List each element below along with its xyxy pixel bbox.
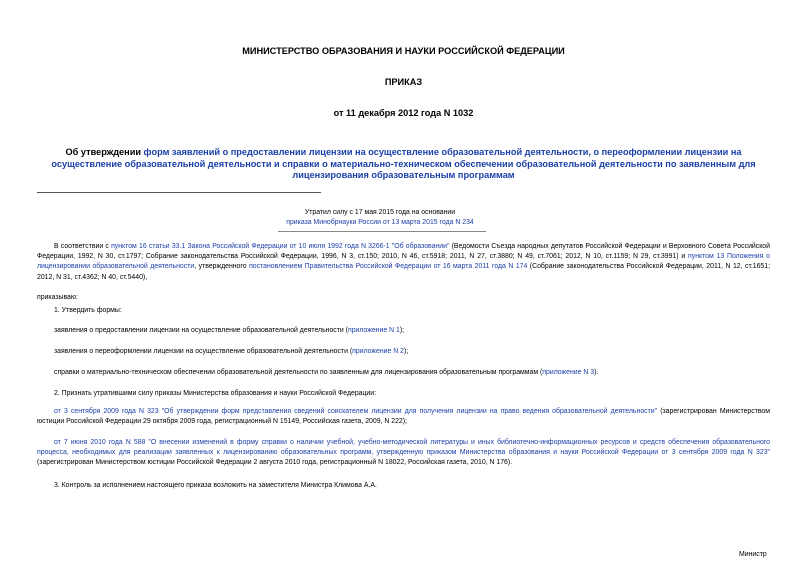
form-2-text: заявления о переоформлении лицензии на осуществление образовательной деятельности ( [54, 348, 353, 355]
document-title [40, 147, 767, 182]
form-3-text: справки о материально-техническом обеспечении образовательной деятельности по заявленным для лицензирования образовательным программам ( [54, 369, 543, 376]
status-note [240, 208, 520, 228]
order-588-text: (зарегистрирован Министерством юстиции Российской Федерации 2 августа 2010 года, регистрационный N 18022, Российская газета, 2010, N 176). [37, 459, 513, 467]
ministry-heading: МИНИСТЕРСТВО ОБРАЗОВАНИЯ И НАУКИ РОССИЙСКОЙ ФЕДЕРАЦИИ [242, 46, 565, 56]
form-item-2 [54, 347, 408, 357]
order-323-text: (зарегистрирован Министерством юстиции Российской Федерации 29 октября 2009 года, регистрационный N 15149, Российская газета, 2009, N 222); [37, 408, 770, 426]
status-note-text: Утратил силу с 17 мая 2015 года на основании [304, 209, 456, 216]
preamble-text-3: , утвержденного [194, 263, 250, 271]
resolution-link[interactable]: постановлением Правительства Российской Федерации от 16 марта 2011 года N 174 [249, 263, 528, 271]
order-323-link[interactable]: от 3 сентября 2009 года N 323 "Об утверждении форм представления сведений соискателем лицензии для получения лицензии на право ведения образовательной деятельности" [54, 408, 658, 415]
preamble-text-2: (Ведомости Съезда народных депутатов Российской Федерации и Верховного Совета Российской Федерации, 1992, N 30, ст.1797; Собрание законодательства Российской Федерации, 1996, N 3, ст.150; 2010, N 46, ст.5918; 2011, N 27, ст.3880; N 49, ст.7061; 2012, N 10, ст.1159; N 29, ст.3991) и [37, 243, 770, 261]
preamble-text-4: (Собрание законодательства Российской Федерации, 2011, N 12, ст.1651; 2012, N 31, ст.4362; N 40, ст.5440), [37, 263, 771, 281]
item2-heading: 2. Признать утратившими силу приказы Министерства образования и науки Российской Федерации: [54, 390, 377, 397]
item3-paragraph: 3. Контроль за исполнением настоящего приказа возложить на заместителя Министра Климова А.А. [54, 482, 377, 489]
form-item-3 [54, 368, 598, 378]
form-1-text: заявления о предоставлении лицензии на осуществление образовательной деятельности ( [54, 327, 348, 334]
form-item-1 [54, 326, 404, 336]
law-link[interactable]: пунктом 16 статьи 33.1 Закона Российской Федерации от 10 июля 1992 года N 3266-1 "Об образовании" [111, 243, 450, 250]
appendix-1-link[interactable]: приложение N 1 [347, 327, 400, 334]
form-2-end: ); [404, 348, 409, 355]
repealed-order-2 [37, 438, 770, 469]
doc-date-number: от 11 декабря 2012 года N 1032 [333, 108, 474, 118]
title-link[interactable]: форм заявлений о предоставлении лицензии на осуществление образовательной деятельности, о переоформлении лицензии на осуществление образовательной деятельности и справки о материально-техническом обеспечении образовательной деятельности по заявленным для лицензирования образовательным программам [51, 147, 756, 180]
item1-heading: 1. Утвердить формы: [54, 307, 122, 314]
doc-type-heading: ПРИКАЗ [384, 77, 423, 87]
preamble-text-1: В соответствии с [54, 243, 112, 250]
order-word: приказываю: [37, 294, 78, 301]
signature-title: Министр [739, 551, 767, 558]
appendix-3-link[interactable]: приложение N 3 [542, 369, 595, 376]
order-588-link[interactable]: от 7 июня 2010 года N 588 "О внесении изменений в форму справки о наличии учебной, учебно-методической литературы и иных библиотечно-информационных ресурсов и средств обеспечения образовательного процесса, необходимых для реализации заявленных к лицензированию образовательных программ, утвержденную приказом Министерства образования и науки Российской Федерации от 3 сентября 2009 года N 323" [37, 439, 770, 457]
title-prefix: Об утверждении [65, 147, 144, 157]
appendix-2-link[interactable]: приложение N 2 [352, 348, 404, 355]
regulation-link[interactable]: пунктом 13 Положения о лицензировании образовательной деятельности [37, 253, 771, 271]
preamble-paragraph [37, 242, 770, 283]
status-note-link[interactable]: приказа Минобрнауки России от 13 марта 2015 года N 234 [286, 219, 474, 227]
form-3-end: ). [594, 369, 599, 376]
form-1-end: ); [399, 327, 405, 334]
title-divider [37, 192, 321, 193]
note-divider [278, 231, 486, 232]
repealed-order-1 [37, 407, 770, 427]
